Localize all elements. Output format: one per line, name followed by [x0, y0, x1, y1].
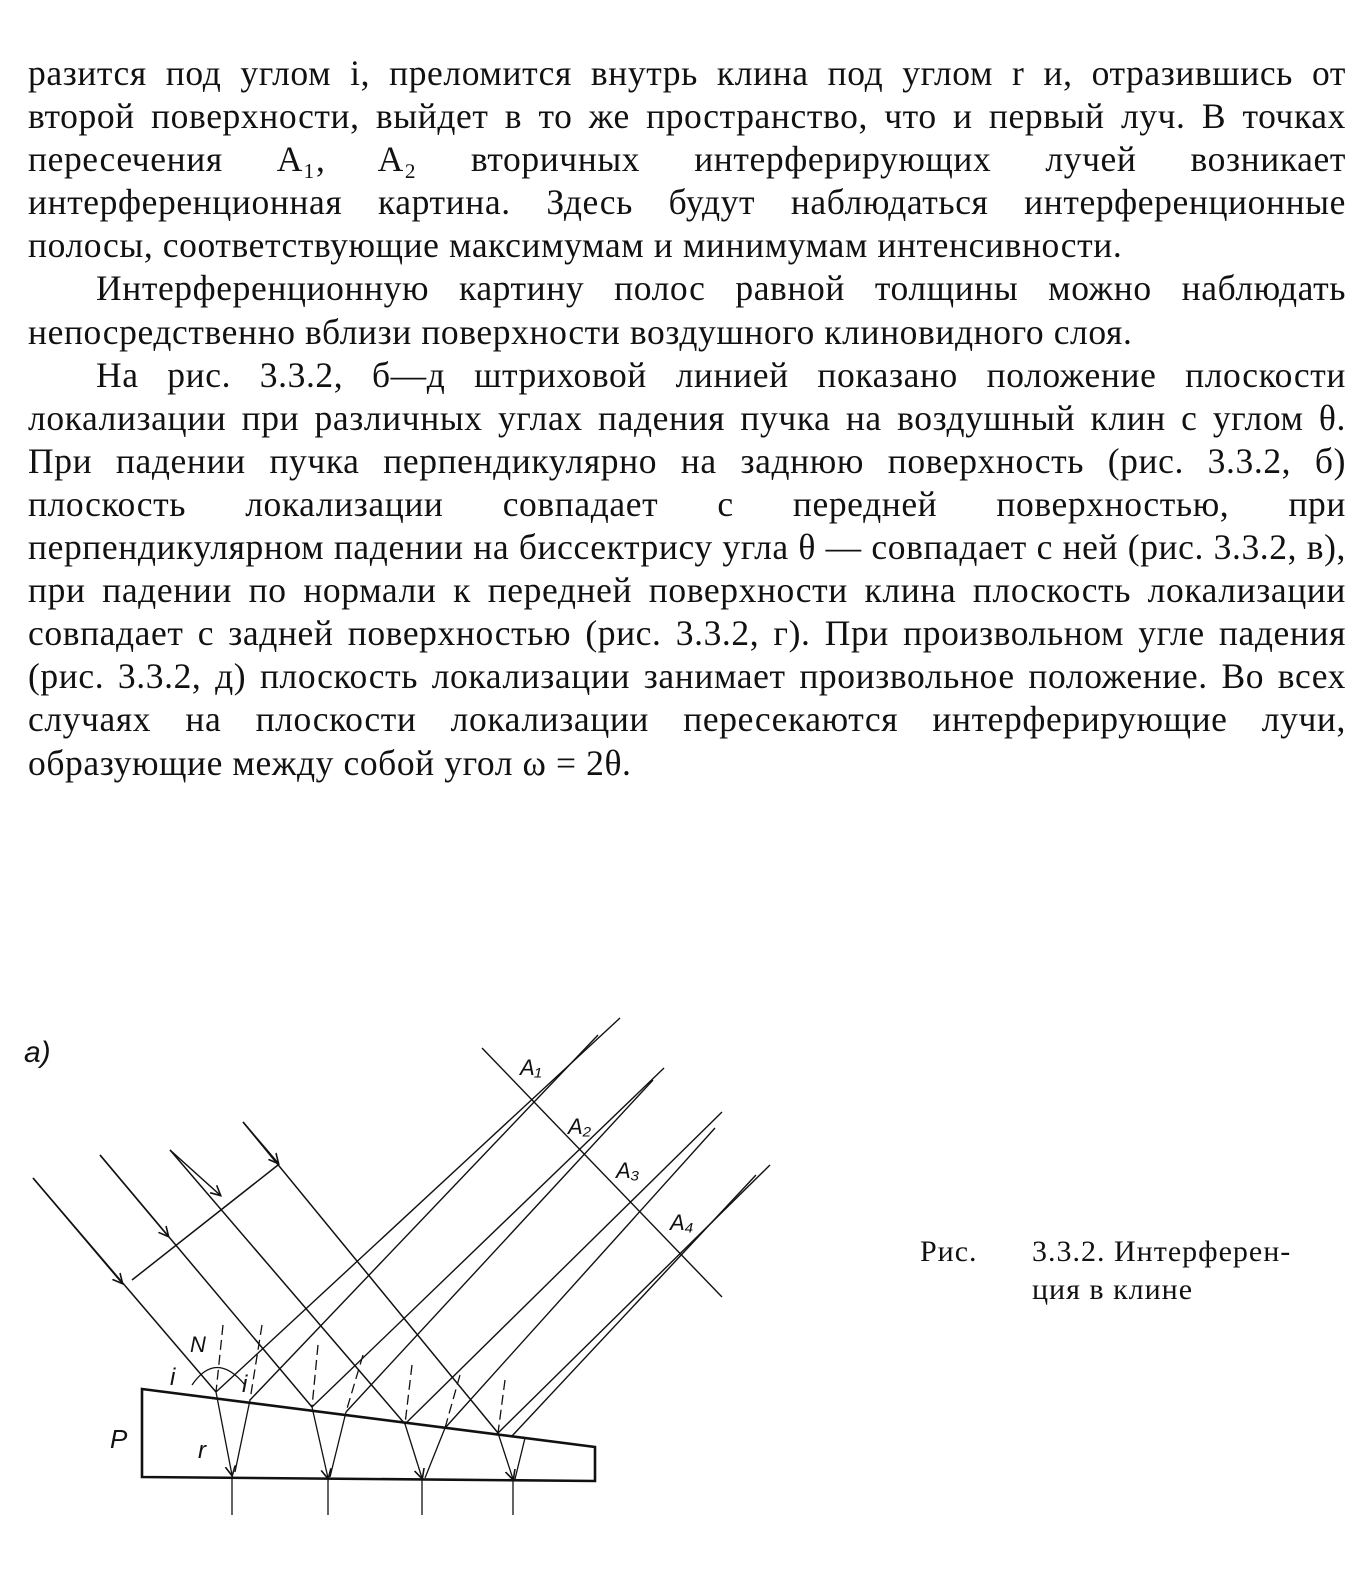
label-r: r [198, 1437, 206, 1464]
label-a1: A₁ [520, 1055, 542, 1080]
paragraph-1: разится под углом i, преломится внутрь клина под углом r и, отразившись от второй поверхности, выйдет в то же пространство, что и первый луч. В точках пересечения A₁, A₂ вторичных интерферирующих лучей возникает интерференционная картина. Здесь будут наблюдаться интерференционные полосы, соответствующие максимумам и минимумам интенсивности. [28, 53, 1346, 266]
refracted-ray [216, 1392, 232, 1475]
reflected-ray [250, 1035, 598, 1400]
incident-ray-arrow [100, 1155, 168, 1236]
label-a4: A₄ [670, 1210, 694, 1235]
refracted-ray [515, 1438, 525, 1479]
paragraph-2: Интерференционную картину полос равной толщины можно наблюдать непосредственно вблизи поверхности воздушного клиновидного слоя. [28, 268, 1346, 352]
normal-dashed [498, 1380, 505, 1433]
incident-ray [170, 1150, 405, 1424]
refracted-ray [330, 1412, 346, 1477]
label-n: N [190, 1332, 206, 1357]
refracted-ray [312, 1407, 328, 1478]
normal-dashed [216, 1325, 223, 1392]
caption-prefix: Рис. [920, 1235, 978, 1268]
normal-dashed [312, 1345, 318, 1407]
refracted-ray [235, 1400, 250, 1472]
incident-ray-arrow [33, 1178, 122, 1283]
reflected-ray [405, 1112, 722, 1424]
refracted-ray [425, 1428, 445, 1478]
normal-dashed [405, 1365, 412, 1424]
normals-and-refraction [192, 1325, 525, 1515]
refracted-ray [405, 1424, 422, 1478]
figure-caption [920, 1233, 1340, 1309]
figure-labels [110, 1055, 694, 1464]
body-text [28, 52, 1346, 785]
reflected-ray [312, 1068, 664, 1407]
observation-line [482, 1048, 722, 1297]
caption-line-1: 3.3.2. Интерферен- [1032, 1235, 1292, 1268]
air-wedge [142, 1389, 595, 1481]
refracted-ray [498, 1433, 513, 1479]
label-a2: A₂ [568, 1114, 592, 1139]
paragraph-3: На рис. 3.3.2, б—д штриховой линией показано положение плоскости локализации при различных углах падения пучка на воздушный клин с углом θ. При падении пучка перпендикулярно на заднюю поверхность (рис. 3.3.2, б) плоскость локализации совпадает с передней поверхностью, при перпендикулярном падении на биссектрису угла θ — совпадает с ней (рис. 3.3.2, в), при падении по нормали к передней поверхности клина плоскость локализации совпадает с задней поверхностью (рис. 3.3.2, г). При произвольном угле падения (рис. 3.3.2, д) плоскость локализации занимает произвольное положение. Во всех случаях на плоскости локализации пересекаются интерферирующие лучи, образующие между собой угол ω = 2θ. [28, 354, 1346, 783]
label-a3: A₃ [616, 1158, 640, 1183]
incident-ray-arrow [243, 1122, 278, 1163]
incident-ray-arrow [170, 1150, 220, 1195]
label-i-right: i [242, 1371, 248, 1398]
label-p: P [110, 1424, 128, 1454]
label-i-left: i [170, 1364, 176, 1391]
panel-label: а) [24, 1036, 51, 1069]
caption-line-2: ция в клине [1032, 1273, 1194, 1306]
reflected-ray [445, 1128, 715, 1428]
reflected-ray [512, 1175, 756, 1436]
incident-rays [33, 1122, 498, 1433]
